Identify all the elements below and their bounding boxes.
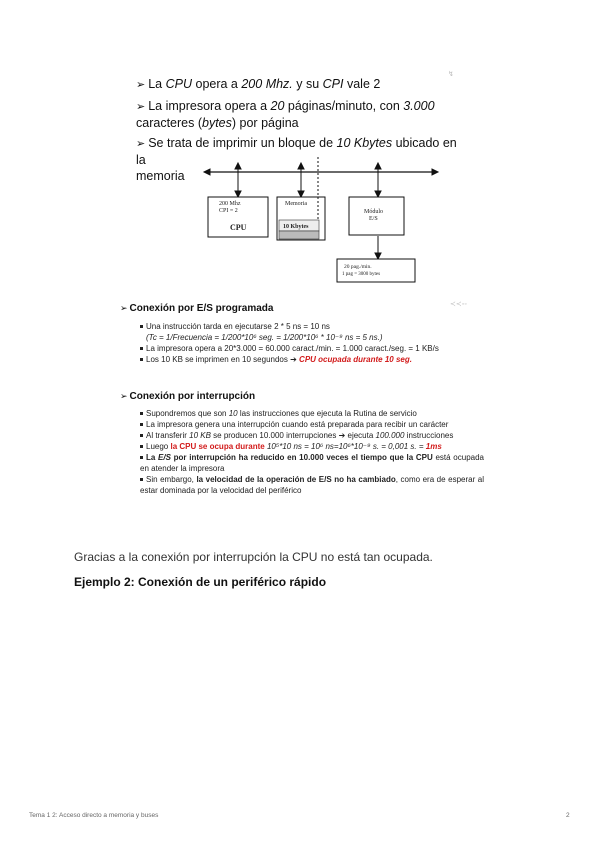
implies-arrow-icon: ➔ [290, 355, 297, 364]
page-number: 2 [566, 812, 570, 819]
bullet-arrow-icon: ➢ [120, 303, 128, 313]
section-programmed-io-list [140, 321, 484, 365]
memory-block-shade [279, 231, 319, 239]
bullet-cpu: ➢ La CPU opera a 200 Mhz. y su CPI vale 2 [136, 77, 381, 91]
section-interrupt-list [140, 408, 484, 496]
bullet-arrow-icon: ➢ [136, 79, 146, 91]
body-paragraph: Gracias a la conexión por interrupción la CPU no está tan ocupada. [74, 550, 433, 564]
bullet-arrow-icon: ➢ [136, 101, 146, 113]
list-item: Luego la CPU se ocupa durante 10⁵*10 ns = 10⁶ ns=10⁶*10⁻⁹ s. = 0,001 s. = 1ms [140, 441, 484, 452]
cpu-cpi-label: CPI = 2 [219, 208, 238, 214]
printer-speed-label: 20 pag./min. [344, 264, 372, 270]
section-programmed-io-title: ➢ Conexión por E/S programada [120, 303, 274, 314]
bullet-block: ➢ Se trata de imprimir un bloque de 10 Kbytes ubicado en la memoria [136, 136, 457, 183]
bullet-arrow-icon: ➢ [136, 138, 146, 150]
bus-arrow-left [204, 169, 210, 175]
list-item: La impresora genera una interrupción cuando está preparada para recibir un carácter [140, 419, 484, 430]
bus-arrow-right [432, 169, 438, 175]
section-heading: Ejemplo 2: Conexión de un periférico rápido [74, 575, 327, 589]
implies-arrow-icon: ➔ [338, 431, 346, 440]
bullet-printer: ➢ La impresora opera a 20 páginas/minuto, con 3.000 caracteres (bytes) por página [136, 99, 435, 130]
list-item: Los 10 KB se imprimen en 10 segundos ➔ CPU ocupada durante 10 seg. [140, 354, 484, 365]
list-item: Sin embargo, la velocidad de la operación de E/S no ha cambiado, como era de esperar al estar dominada por la velocidad del periférico [140, 475, 484, 495]
corner-mark: ↯ [448, 71, 454, 78]
list-item: Supondremos que son 10 las instrucciones que ejecuta la Rutina de servicio [140, 408, 484, 419]
list-item: Una instrucción tarda en ejecutarse 2 * 5 ns = 10 ns [140, 321, 484, 332]
page-footer: Tema 1 2: Acceso directo a memoria y buses [29, 812, 159, 819]
module-io-label: E/S [369, 216, 378, 222]
module-label: Módulo [364, 209, 384, 215]
system-diagram [0, 0, 600, 300]
section-interrupt-title: ➢ Conexión por interrupción [120, 391, 256, 402]
printer-box [337, 259, 415, 282]
cpu-freq-label: 200 Mhz [219, 201, 241, 207]
cpu-label: CPU [230, 223, 247, 232]
list-item: La impresora opera a 20*3.000 = 60.000 caract./min. = 1.000 caract./seg. = 1 KB/s [140, 343, 484, 354]
corner-mark: ≺≺◦◦ [450, 301, 467, 308]
list-item: Al transferir 10 KB se producen 10.000 interrupciones ➔ ejecuta 100.000 instrucciones [140, 430, 484, 441]
list-item: (Tc = 1/Frecuencia = 1/200*10⁶ seg. = 1/200*10⁶ * 10⁻⁹ ns = 5 ns.) [146, 333, 383, 342]
memory-block-label: 10 Kbytes [283, 224, 309, 230]
bullet-arrow-icon: ➢ [120, 391, 128, 401]
list-item: La E/S por interrupción ha reducido en 10.000 veces el tiempo que la CPU está ocupada en atender la impresora [140, 453, 485, 473]
printer-page-label: 1 pag = 3000 bytes [342, 272, 381, 277]
memory-label: Memoria [285, 201, 307, 207]
